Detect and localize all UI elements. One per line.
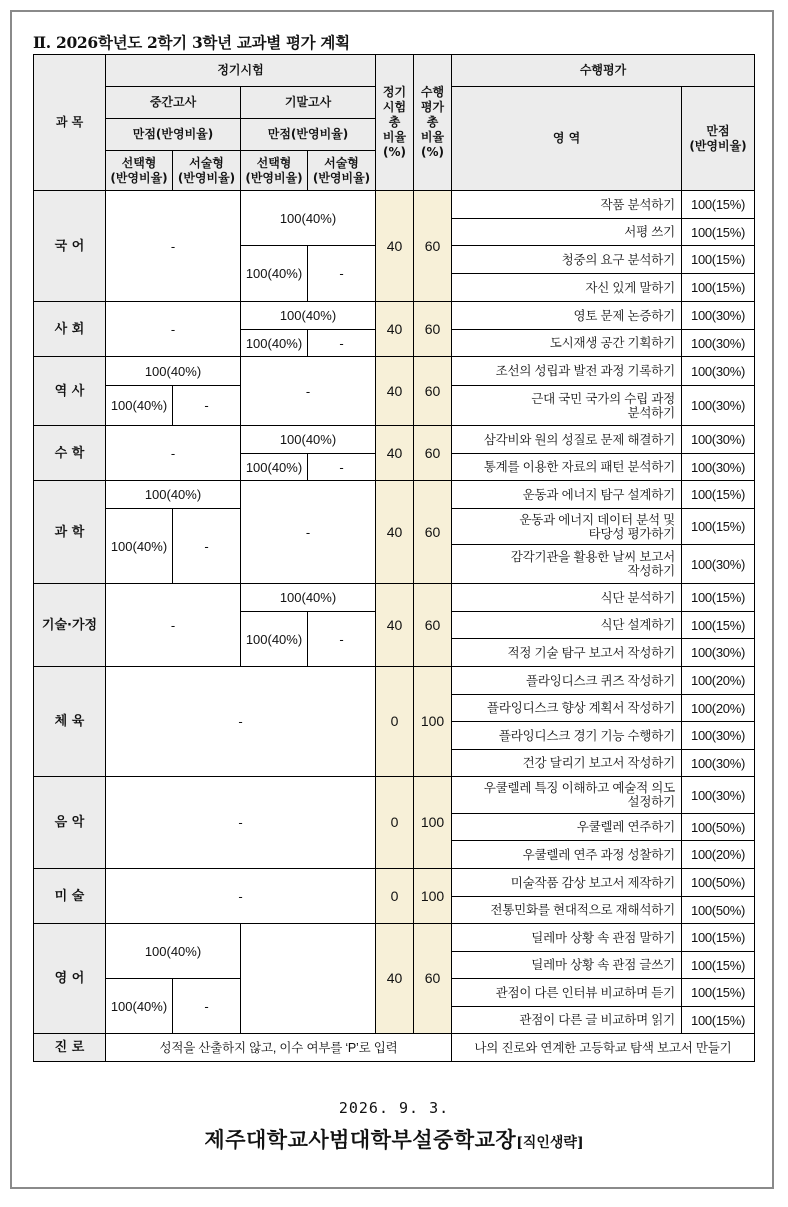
performance-task-score: 100(30%)	[682, 545, 755, 584]
final-choice-score: 100(40%)	[241, 454, 308, 481]
performance-task-area: 청중의 요구 분석하기	[452, 246, 682, 274]
midterm-none: -	[106, 302, 241, 357]
regular-exam-none: -	[106, 869, 376, 924]
final-choice-score: 100(40%)	[241, 246, 308, 302]
subject-name: 과 학	[34, 481, 106, 584]
performance-task-score: 100(15%)	[682, 274, 755, 302]
final-choice-score: 100(40%)	[241, 612, 308, 667]
regular-exam-ratio: 40	[376, 357, 414, 426]
header-final: 기말고사	[241, 87, 376, 119]
performance-task-area: 통계를 이용한 자료의 패턴 분석하기	[452, 454, 682, 481]
regular-exam-ratio: 0	[376, 777, 414, 869]
performance-ratio: 100	[414, 869, 452, 924]
subject-name: 기술·가정	[34, 584, 106, 667]
performance-task-area: 딜레마 상황 속 관점 글쓰기	[452, 952, 682, 979]
header-subject: 과 목	[34, 55, 106, 191]
midterm-total-score: 100(40%)	[106, 924, 241, 979]
midterm-total-score: 100(40%)	[106, 481, 241, 509]
performance-task-area: 관점이 다른 글 비교하며 읽기	[452, 1007, 682, 1034]
table-row	[34, 667, 755, 695]
performance-task-area: 자신 있게 말하기	[452, 274, 682, 302]
subject-name: 사 회	[34, 302, 106, 357]
performance-task-score: 100(15%)	[682, 924, 755, 952]
header-midterm: 중간고사	[106, 87, 241, 119]
midterm-none: -	[106, 426, 241, 481]
performance-task-area: 미술작품 감상 보고서 제작하기	[452, 869, 682, 897]
subject-name: 미 술	[34, 869, 106, 924]
final-essay-score: -	[308, 246, 376, 302]
performance-task-score: 100(20%)	[682, 667, 755, 695]
performance-ratio: 60	[414, 924, 452, 1034]
table-row	[34, 481, 755, 509]
regular-exam-none: -	[106, 667, 376, 777]
performance-task-area: 영토 문제 논증하기	[452, 302, 682, 330]
table-row	[34, 55, 755, 87]
header-midterm-score: 만점(반영비율)	[106, 119, 241, 151]
performance-ratio: 60	[414, 357, 452, 426]
performance-task-score: 100(15%)	[682, 979, 755, 1007]
regular-exam-ratio: 40	[376, 302, 414, 357]
regular-exam-ratio: 40	[376, 481, 414, 584]
performance-task-score: 100(30%)	[682, 302, 755, 330]
performance-task-area: 식단 설계하기	[452, 612, 682, 639]
final-total-score: 100(40%)	[241, 302, 376, 330]
table-row	[34, 426, 755, 454]
midterm-essay-score: -	[173, 386, 241, 426]
performance-task-score: 100(30%)	[682, 386, 755, 426]
header-regular-exam: 정기시험	[106, 55, 376, 87]
regular-exam-ratio: 0	[376, 869, 414, 924]
performance-task-area: 우쿨렐레 연주하기	[452, 814, 682, 841]
regular-exam-ratio: 40	[376, 191, 414, 302]
performance-task-score: 100(30%)	[682, 426, 755, 454]
header-final-choice: 선택형 (반영비율)	[241, 151, 308, 191]
performance-task-score: 100(15%)	[682, 952, 755, 979]
performance-ratio: 100	[414, 777, 452, 869]
performance-task-area: 운동과 에너지 데이터 분석 및 타당성 평가하기	[452, 509, 682, 545]
performance-ratio: 60	[414, 191, 452, 302]
subject-name: 체 육	[34, 667, 106, 777]
final-choice-score: 100(40%)	[241, 330, 308, 357]
regular-exam-ratio: 40	[376, 426, 414, 481]
header-regular-total: 정기 시험 총 비율 (%)	[376, 55, 414, 191]
table-row	[34, 357, 755, 386]
header-final-essay: 서술형 (반영비율)	[308, 151, 376, 191]
table-row	[34, 584, 755, 612]
subject-name: 국 어	[34, 191, 106, 302]
performance-task-area: 운동과 에너지 탐구 설계하기	[452, 481, 682, 509]
performance-task-area: 우쿨렐레 연주 과정 성찰하기	[452, 841, 682, 869]
school-name	[0, 1124, 788, 1154]
regular-exam-none: -	[106, 777, 376, 869]
performance-task-area: 서평 쓰기	[452, 219, 682, 246]
performance-task-area: 감각기관을 활용한 날씨 보고서 작성하기	[452, 545, 682, 584]
performance-task-area: 도시재생 공간 기획하기	[452, 330, 682, 357]
table-row	[34, 869, 755, 897]
subject-name: 역 사	[34, 357, 106, 426]
performance-task-area: 플라잉디스크 향상 계획서 작성하기	[452, 695, 682, 722]
midterm-choice-score: 100(40%)	[106, 509, 173, 584]
performance-task-score: 100(30%)	[682, 722, 755, 750]
midterm-essay-score: -	[173, 509, 241, 584]
table-row	[34, 302, 755, 330]
subject-name: 영 어	[34, 924, 106, 1034]
final-essay-score: -	[308, 454, 376, 481]
performance-task-score: 100(15%)	[682, 481, 755, 509]
performance-task-score: 100(15%)	[682, 1007, 755, 1034]
performance-task-score: 100(15%)	[682, 509, 755, 545]
performance-task-score: 100(30%)	[682, 639, 755, 667]
performance-task-score: 100(30%)	[682, 750, 755, 777]
performance-task-score: 100(30%)	[682, 330, 755, 357]
header-area: 영 역	[452, 87, 682, 191]
table-row	[34, 191, 755, 219]
performance-task-area: 건강 달리기 보고서 작성하기	[452, 750, 682, 777]
performance-ratio: 100	[414, 667, 452, 777]
table-row	[34, 924, 755, 952]
final-essay-score: -	[308, 330, 376, 357]
performance-task-area: 관점이 다른 인터뷰 비교하며 듣기	[452, 979, 682, 1007]
midterm-choice-score: 100(40%)	[106, 979, 173, 1034]
regular-exam-ratio: 40	[376, 584, 414, 667]
performance-task-score: 100(30%)	[682, 357, 755, 386]
school-principal: 제주대학교사범대학부설중학교장	[204, 1127, 517, 1152]
career-task: 나의 진로와 연계한 고등학교 탐색 보고서 만들기	[452, 1034, 755, 1062]
performance-task-area: 전통민화를 현대적으로 재해석하기	[452, 897, 682, 924]
performance-task-score: 100(50%)	[682, 897, 755, 924]
final-none: -	[241, 481, 376, 584]
final-total-score: 100(40%)	[241, 426, 376, 454]
performance-task-area: 딜레마 상황 속 관점 말하기	[452, 924, 682, 952]
regular-exam-ratio: 0	[376, 667, 414, 777]
header-mid-choice: 선택형 (반영비율)	[106, 151, 173, 191]
performance-task-score: 100(15%)	[682, 191, 755, 219]
regular-exam-ratio: 40	[376, 924, 414, 1034]
header-performance-total: 수행 평가 총 비율 (%)	[414, 55, 452, 191]
performance-ratio: 60	[414, 426, 452, 481]
performance-task-score: 100(20%)	[682, 841, 755, 869]
performance-task-area: 삼각비와 원의 성질로 문제 해결하기	[452, 426, 682, 454]
performance-task-score: 100(15%)	[682, 584, 755, 612]
final-none: -	[241, 357, 376, 426]
evaluation-plan-table	[33, 54, 755, 1062]
performance-task-score: 100(15%)	[682, 612, 755, 639]
performance-task-area: 적정 기술 탐구 보고서 작성하기	[452, 639, 682, 667]
performance-task-area: 식단 분석하기	[452, 584, 682, 612]
performance-task-score: 100(20%)	[682, 695, 755, 722]
midterm-none: -	[106, 584, 241, 667]
performance-task-area: 플라잉디스크 경기 기능 수행하기	[452, 722, 682, 750]
final-total-score: 100(40%)	[241, 191, 376, 246]
performance-task-area: 작품 분석하기	[452, 191, 682, 219]
seal-omitted-note: [직인생략]	[516, 1135, 584, 1151]
final-none	[241, 924, 376, 1034]
performance-task-score: 100(30%)	[682, 777, 755, 814]
performance-ratio: 60	[414, 302, 452, 357]
performance-task-score: 100(30%)	[682, 454, 755, 481]
final-essay-score: -	[308, 612, 376, 667]
subject-name: 수 학	[34, 426, 106, 481]
performance-task-score: 100(50%)	[682, 814, 755, 841]
performance-task-score: 100(50%)	[682, 869, 755, 897]
midterm-essay-score: -	[173, 979, 241, 1034]
midterm-total-score: 100(40%)	[106, 357, 241, 386]
header-score: 만점 (반영비율)	[682, 87, 755, 191]
table-row	[34, 777, 755, 814]
final-total-score: 100(40%)	[241, 584, 376, 612]
performance-task-score: 100(15%)	[682, 219, 755, 246]
header-final-score: 만점(반영비율)	[241, 119, 376, 151]
header-mid-essay: 서술형 (반영비율)	[173, 151, 241, 191]
document-title: Ⅱ. 2026학년도 2학기 3학년 교과별 평가 계획	[33, 33, 350, 52]
document-date: 2026. 9. 3.	[338, 1099, 450, 1117]
midterm-choice-score: 100(40%)	[106, 386, 173, 426]
performance-task-area: 우쿨렐레 특징 이해하고 예술적 의도 설정하기	[452, 777, 682, 814]
performance-ratio: 60	[414, 481, 452, 584]
performance-ratio: 60	[414, 584, 452, 667]
midterm-none: -	[106, 191, 241, 302]
performance-task-area: 근대 국민 국가의 수립 과정 분석하기	[452, 386, 682, 426]
career-note: 성적을 산출하지 않고, 이수 여부를 ‘P’로 입력	[106, 1034, 452, 1062]
subject-name: 진 로	[34, 1034, 106, 1062]
performance-task-score: 100(15%)	[682, 246, 755, 274]
table-row	[34, 1034, 755, 1062]
performance-task-area: 플라잉디스크 퀴즈 작성하기	[452, 667, 682, 695]
performance-task-area: 조선의 성립과 발전 과정 기록하기	[452, 357, 682, 386]
header-performance: 수행평가	[452, 55, 755, 87]
subject-name: 음 악	[34, 777, 106, 869]
